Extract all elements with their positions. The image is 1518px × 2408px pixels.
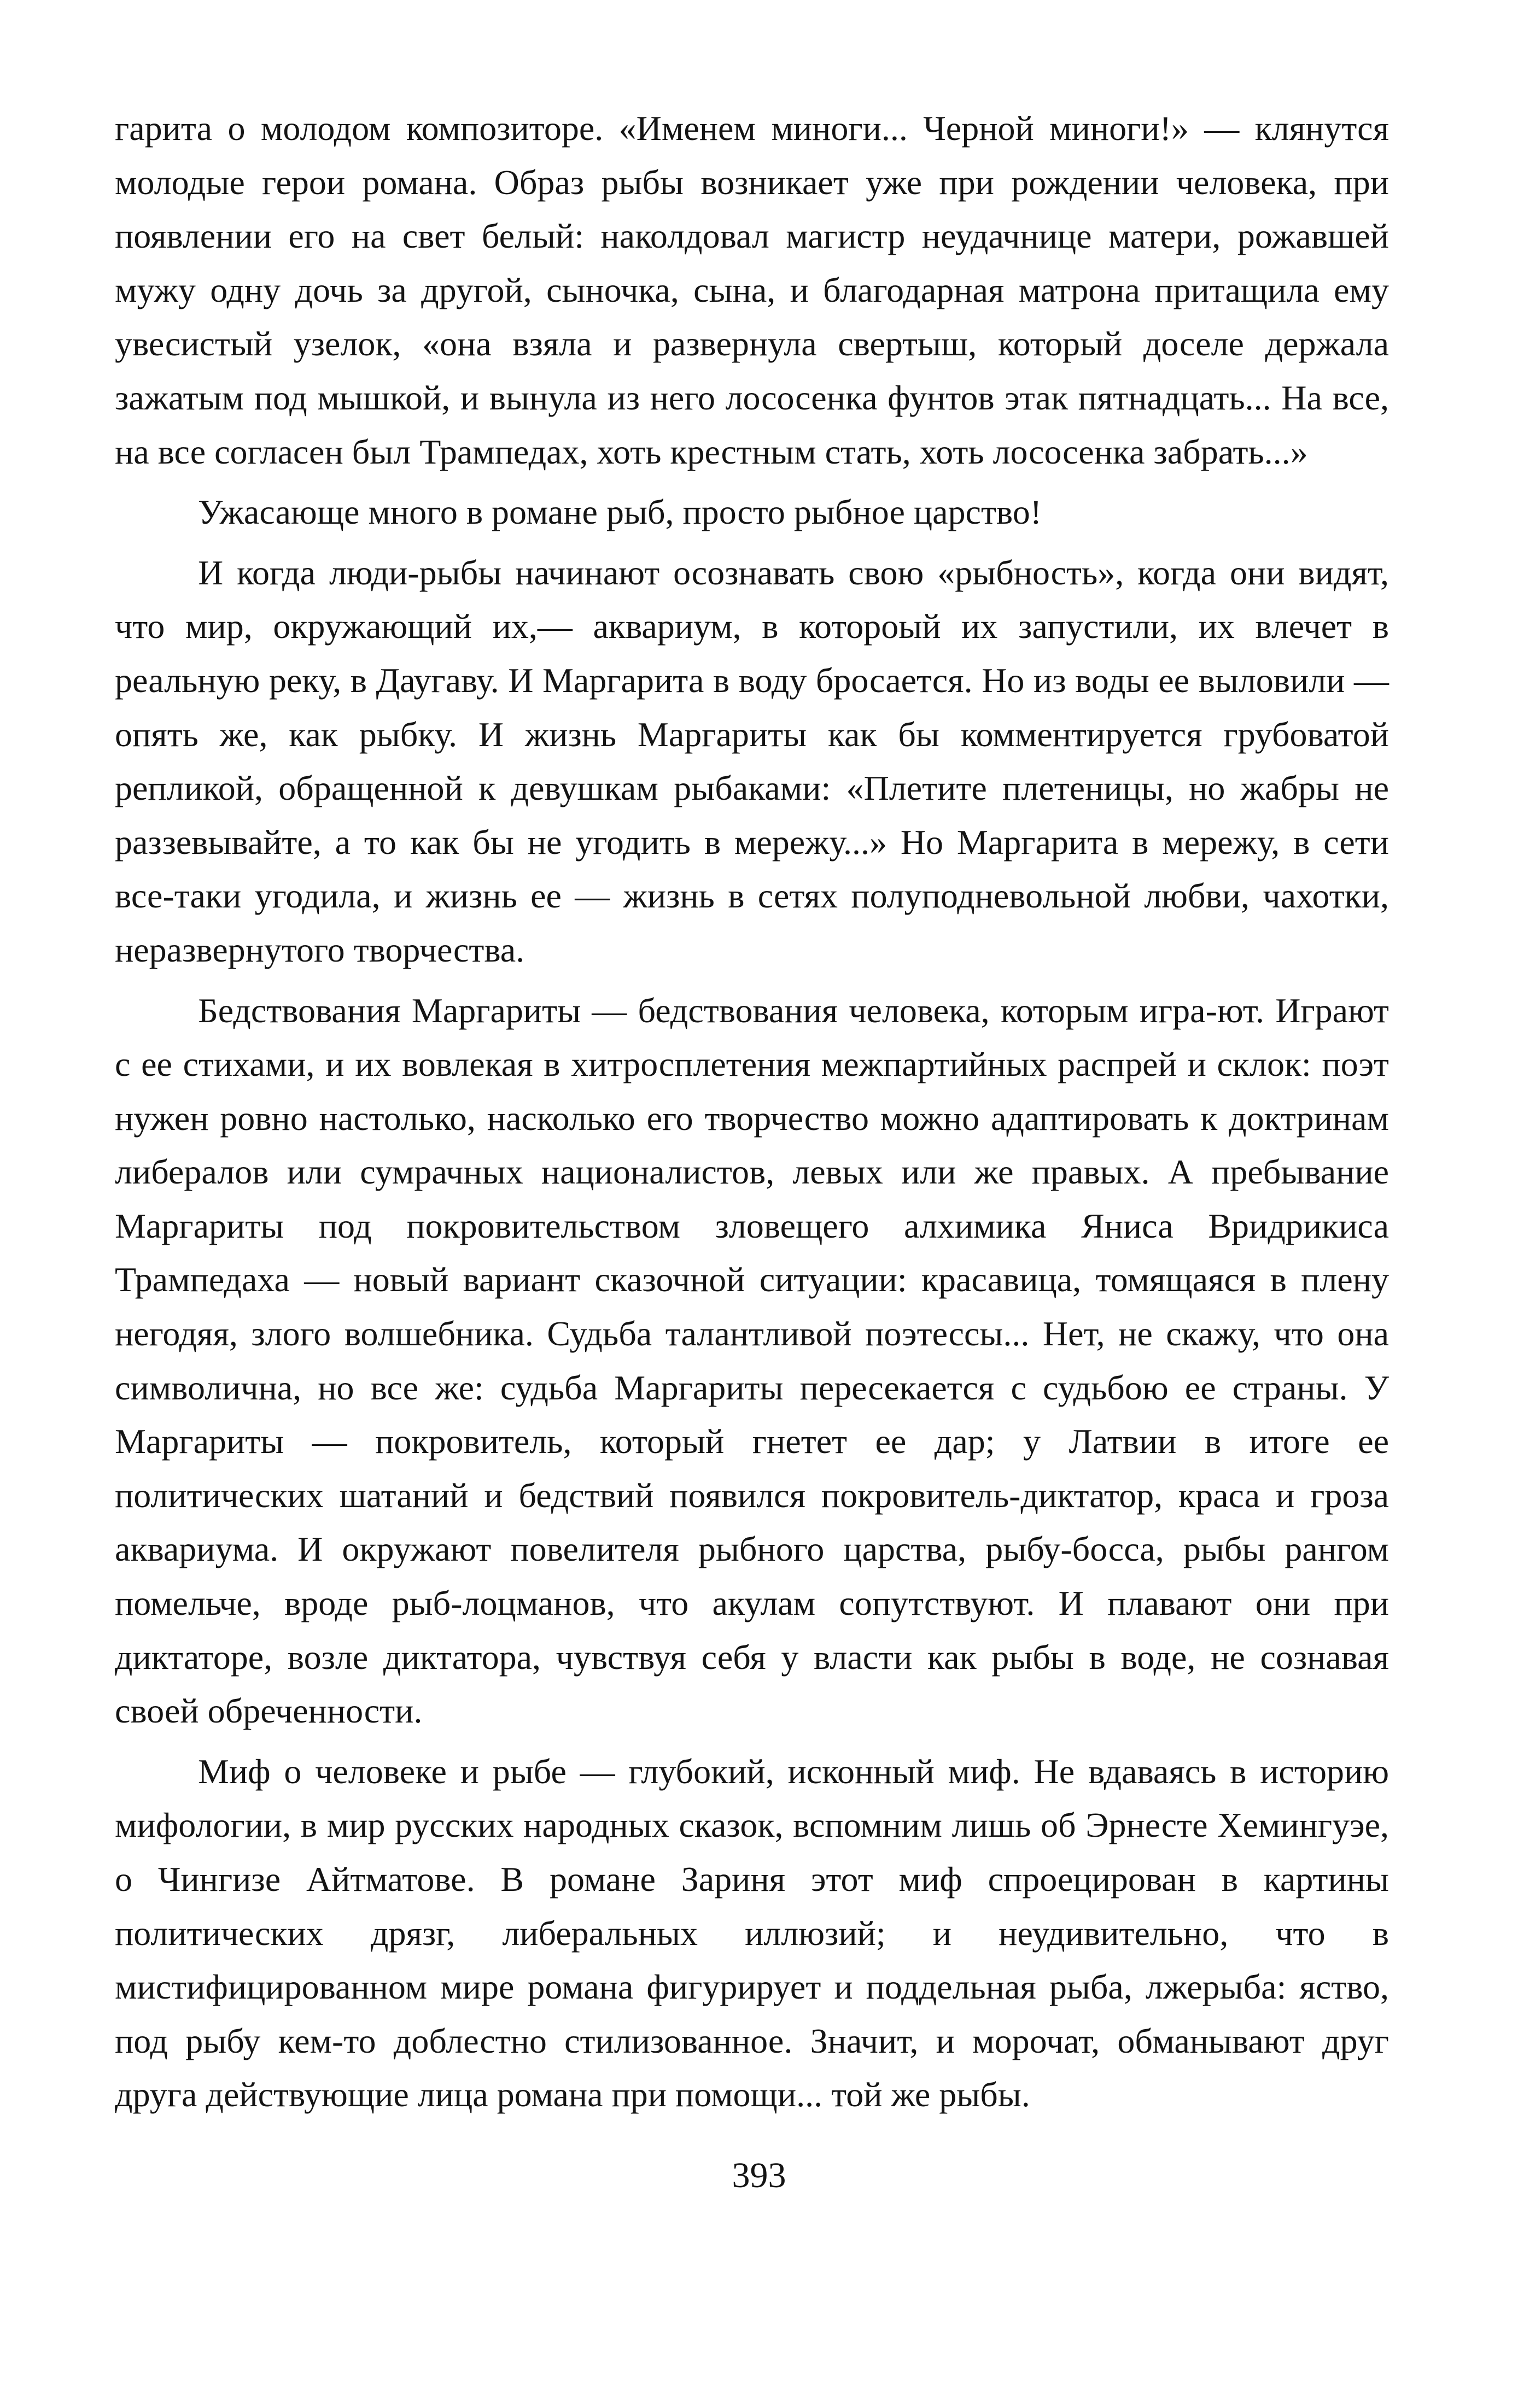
paragraph-margarita-hardships: Бедствования Маргариты — бедствования человека, которым игра-ют. Играют с ее стихами, и их вовлекая в хитросплетения межпартийных распрей и склок: поэт нужен ровно настолько, насколько его творчество можно адаптировать к доктринам либералов или сумрачных националистов, левых или же правых. А пребывание Маргариты под покровительством зловещего алхимика Яниса Вридрикиса Трампедаха — новый вариант сказочной ситуации: красавица, томящаяся в плену негодяя, злого волшебника. Судьба талантливой поэтессы... Нет, не скажу, что она символична, но все же: судьба Маргариты пересекается с судьбою ее страны. У Маргариты — покровитель, который гнетет ее дар; у Латвии в итоге ее политических шатаний и бедствий появился покровитель-диктатор, краса и гроза аквариума. И окружают повелителя рыбного царства, рыбу-босса, рыбы рангом помельче, вроде рыб-лоцманов, что акулам сопутствуют. И плавают они при диктаторе, возле диктатора, чувствуя себя у власти как рыбы в воде, не сознавая своей обреченности. [115, 991, 1389, 1731]
paragraph-continuation: гарита о молодом композиторе. «Именем миноги... Черной миноги!» — клянутся молодые герои романа. Образ рыбы возникает уже при рождении человека, при появлении его на свет белый: наколдовал магистр неудачнице матери, рожавшей мужу одну дочь за другой, сыночка, сына, и благодарная матрона притащила ему увесистый узелок, «она взяла и развернула свертыш, который доселе держала зажатым под мышкой, и вынула из него лососенка фунтов этак пятнадцать... На все, на все согласен был Трампедах, хоть крестным стать, хоть лососенка забрать...» [115, 109, 1389, 471]
paragraph-myth-of-fish: Миф о человеке и рыбе — глубокий, исконный миф. Не вдаваясь в историю мифологии, в мир русских народных сказок, вспомним лишь об Эрнесте Хемингуэе, о Чингизе Айтматове. В романе Зариня этот миф спроецирован в картины политических дрязг, либеральных иллюзий; и неудивительно, что в мистифицированном мире романа фигурирует и поддельная рыба, лжерыба: яство, под рыбу кем-то доблестно стилизованное. Значит, и морочат, обманывают друг друга действующие лица романа при помощи... той же рыбы. [115, 1751, 1389, 2114]
page-body [115, 102, 1389, 2122]
paragraph-fish-people: И когда люди-рыбы начинают осознавать свою «рыбность», когда они видят, что мир, окружающий их,— аквариум, в котороый их запустили, их влечет в реальную реку, в Даугаву. И Маргарита в воду бросается. Но из воды ее выловили — опять же, как рыбку. И жизнь Маргариты как бы комментируется грубоватой репликой, обращенной к девушкам рыбаками: «Плетите плетеницы, но жабры не раззевывайте, а то как бы не угодить в мережу...» Но Маргарита в мережу, в сети все-таки угодила, и жизнь ее — жизнь в сетях полуподневольной любви, чахотки, неразвернутого творчества. [115, 553, 1389, 969]
page-number: 393 [732, 2155, 786, 2195]
paragraph-fish-kingdom: Ужасающе много в романе рыб, просто рыбное царство! [198, 493, 1042, 532]
